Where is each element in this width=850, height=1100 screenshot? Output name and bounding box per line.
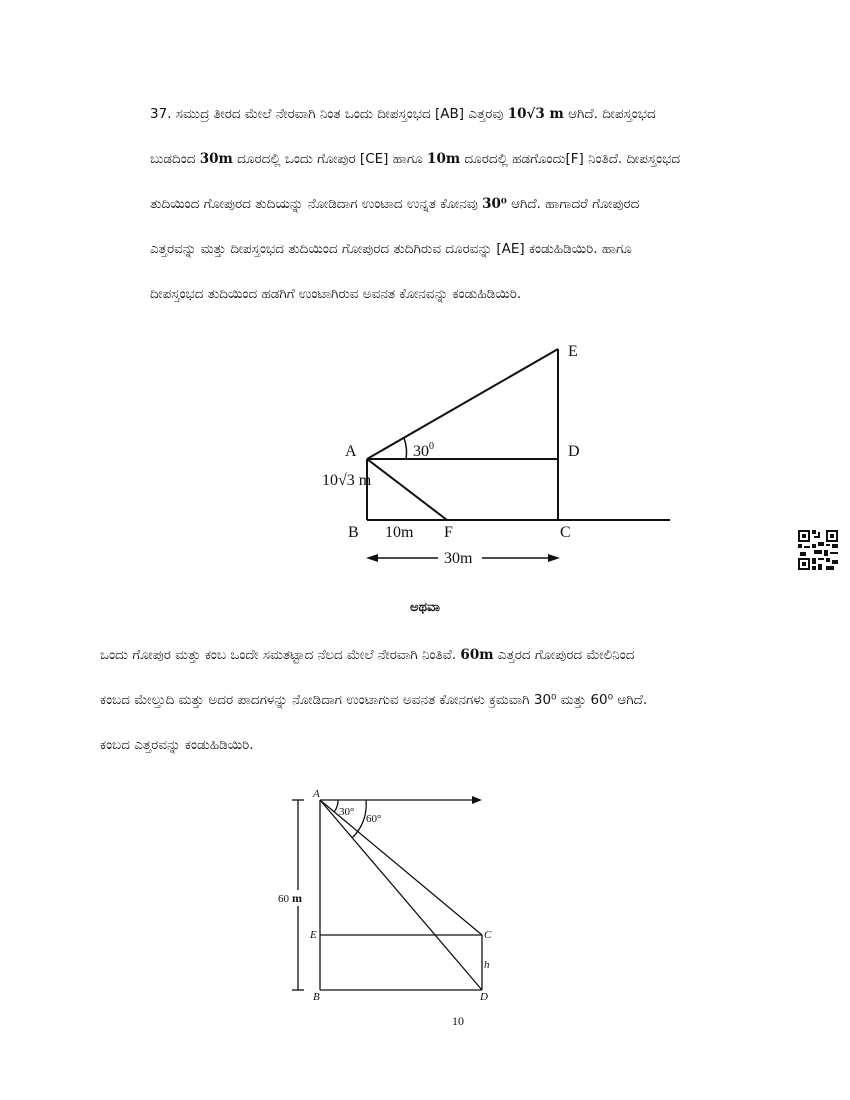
label-height: 10√3 m xyxy=(322,472,372,489)
alt-line-1: ಒಂದು ಗೋಪುರ ಮತ್ತು ಕಂಬ ಒಂದೇ ಸಮತಟ್ಟಾದ ನೆಲದ ಮೇಲೆ ನೇರವಾಗಿ ನಿಂತಿವೆ. 60m ಎತ್ತರದ ಗೋಪುರದ ಮೇಲಿನಿಂದ xyxy=(100,647,635,663)
label-a: A xyxy=(313,788,320,800)
line-ac xyxy=(320,800,482,935)
arrow-right xyxy=(472,796,482,804)
page-number: 10 xyxy=(452,1014,464,1028)
alt-line-2: ಕಂಬದ ಮೇಲ್ತುದಿ ಮತ್ತು ಅದರ ಪಾದಗಳನ್ನು ನೋಡಿದಾಗ ಉಂಟಾಗುವ ಅವನತ ಕೋನಗಳು ಕ್ರಮವಾಗಿ 30⁰ ಮತ್ತು 60⁰ ಆಗಿದೆ. xyxy=(100,692,648,708)
label-angle: $30^0$ xyxy=(413,441,434,460)
angle-arc-30 xyxy=(334,800,338,812)
label-bf: 10m xyxy=(385,524,414,541)
label-a: A xyxy=(345,443,357,460)
label-b: B xyxy=(313,991,320,1003)
label-b: B xyxy=(348,524,359,541)
question-number: 37. xyxy=(150,106,172,122)
label-angle-60: 60° xyxy=(366,813,382,825)
label-f: F xyxy=(444,524,453,541)
alt-line-3: ಕಂಬದ ಎತ್ತರವನ್ನು ಕಂಡುಹಿಡಿಯಿರಿ. xyxy=(100,737,254,753)
q37-line-4: ಎತ್ತರವನ್ನು ಮತ್ತು ದೀಪಸ್ತಂಭದ ತುದಿಯಿಂದ ಗೋಪುರದ ತುದಿಗಿರುವ ದೂರವನ್ನು [AE] ಕಂಡುಹಿಡಿಯಿರಿ. ಹಾಗೂ xyxy=(150,241,632,257)
q37-line-2: ಬುಡದಿಂದ 30m ದೂರದಲ್ಲಿ ಒಂದು ಗೋಪುರ [CE] ಹಾಗೂ 10m ದೂರದಲ್ಲಿ ಹಡಗೊಂದು[F] ನಿಂತಿದೆ. ದೀಪಸ್ತಂಭದ xyxy=(150,151,681,167)
label-angle-30: 30° xyxy=(339,806,355,818)
q37-line-3: ತುದಿಯಿಂದ ಗೋಪುರದ ತುದಿಯನ್ನು ನೋಡಿದಾಗ ಉಂಟಾದ ಉನ್ನತ ಕೋನವು 30⁰ ಆಗಿದೆ. ಹಾಗಾದರೆ ಗೋಪುರದ xyxy=(150,196,640,212)
q37-line-5: ದೀಪಸ್ತಂಭದ ತುದಿಯಿಂದ ಹಡಗಿಗೆ ಉಂಟಾಗಿರುವ ಅವನತ ಕೋನವನ್ನು ಕಂಡುಹಿಡಿಯಿರಿ. xyxy=(150,286,522,302)
label-e: E xyxy=(568,343,578,360)
q37-line-1: 37. ಸಮುದ್ರ ತೀರದ ಮೇಲೆ ನೇರವಾಗಿ ನಿಂತ ಒಂದು ದೀಪಸ್ತಂಭದ [AB] ಎತ್ತರವು 10√3 m ಆಗಿದೆ. ದೀಪಸ್ತಂಭದ xyxy=(150,106,656,122)
label-bc: 30m xyxy=(444,550,473,567)
label-h: h xyxy=(484,959,490,971)
label-c: C xyxy=(560,524,571,541)
label-c: C xyxy=(484,929,492,941)
line-ad xyxy=(320,800,482,990)
label-d: D xyxy=(568,443,580,460)
label-e: E xyxy=(310,929,317,941)
separator-athava: ಅಥವಾ xyxy=(410,600,440,615)
label-d: D xyxy=(480,991,488,1003)
label-height-60m: 60 m xyxy=(278,891,302,905)
